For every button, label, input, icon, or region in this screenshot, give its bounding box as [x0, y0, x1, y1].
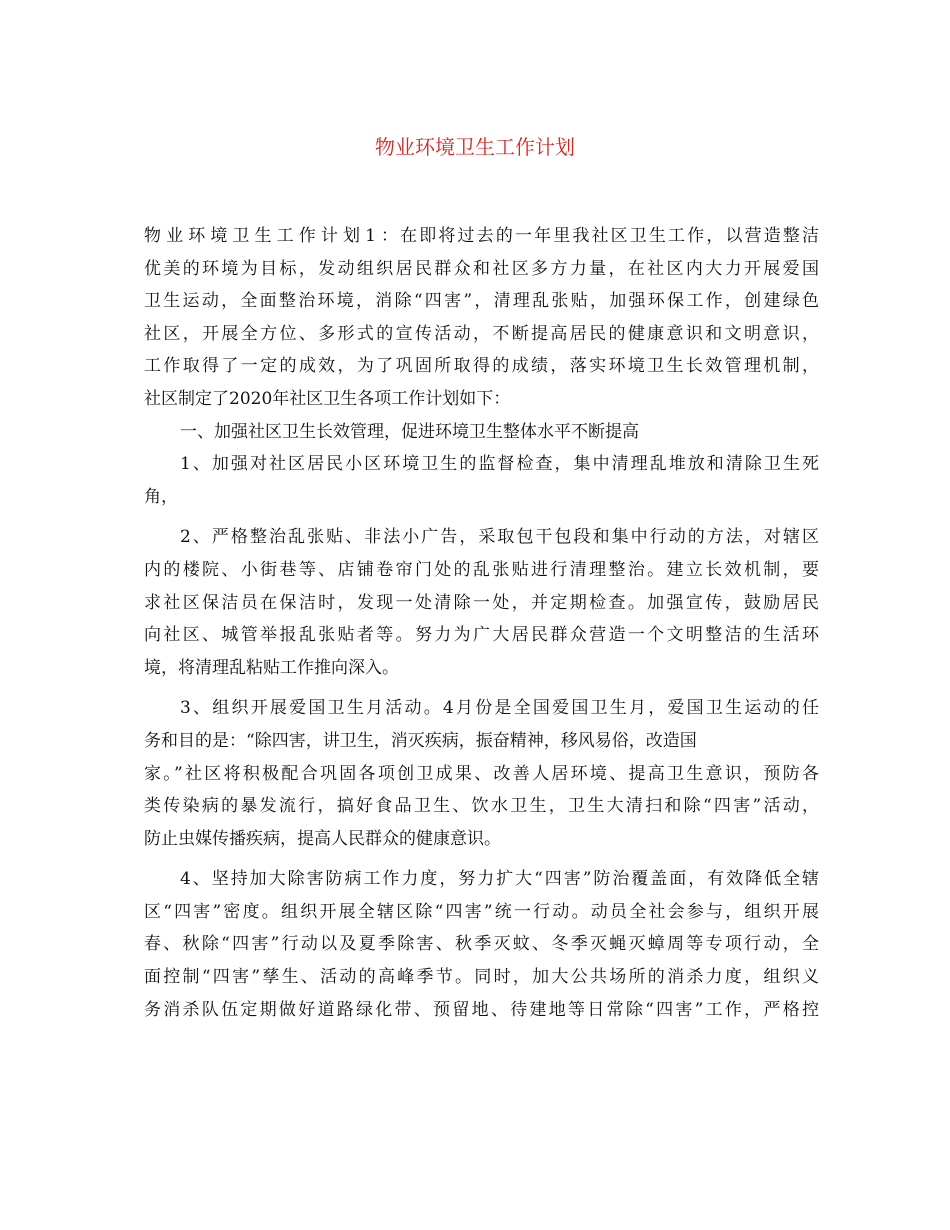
- text-line: 工作取得了一定的成效，为了巩固所取得的成绩，落实环境卫生长效管理机制，: [144, 356, 819, 377]
- document-body: [144, 220, 819, 1026]
- text-line: 向社区、城管举报乱张贴者等。努力为广大居民群众营造一个文明整洁的生活环: [144, 625, 819, 646]
- text-line: 务和目的是：“除四害，讲卫生，消灭疾病，振奋精神，移风易俗，改造国: [144, 730, 697, 751]
- text-line: 社区制定了2020年社区卫生各项工作计划如下：: [144, 388, 511, 409]
- paragraph-first-line: 2、严格整治乱张贴、非法小广告，采取包干包段和集中行动的方法，对辖区: [180, 527, 819, 548]
- section-heading: 一、加强社区卫生长效管理，促进环境卫生整体水平不断提高: [180, 421, 639, 442]
- text-line: 卫生运动，全面整治环境，消除“四害”，清理乱张贴，加强环保工作，创建绿色: [144, 291, 819, 312]
- text-line: 社区，开展全方位、多形式的宣传活动，不断提高居民的健康意识和文明意识，: [144, 323, 819, 344]
- text-line: 家。”社区将积极配合巩固各项创卫成果、改善人居环境、提高卫生意识，预防各: [144, 763, 819, 784]
- text-line: 求社区保洁员在保洁时，发现一处清除一处，并定期检查。加强宣传，鼓励居民: [144, 592, 819, 613]
- text-line: 区“四害”密度。组织开展全辖区除“四害”统一行动。动员全社会参与，组织开展: [144, 901, 819, 922]
- paragraph-first-line: 1、加强对社区居民小区环境卫生的监督检查，集中清理乱堆放和清除卫生死: [180, 454, 819, 475]
- text-line: 内的楼院、小街巷等、店铺卷帘门处的乱张贴进行清理整治。建立长效机制，要: [144, 559, 819, 580]
- text-line: 境，将清理乱粘贴工作推向深入。: [144, 657, 399, 678]
- text-line: 防止虫媒传播疾病，提高人民群众的健康意识。: [144, 828, 501, 849]
- text-line: 类传染病的暴发流行，搞好食品卫生、饮水卫生，卫生大清扫和除“四害”活动，: [144, 796, 819, 817]
- text-line: 角，: [144, 486, 178, 507]
- text-line: 面控制“四害”孳生、活动的高峰季节。同时，加大公共场所的消杀力度，组织义: [144, 967, 819, 988]
- text-line: 春、秋除“四害”行动以及夏季除害、秋季灭蚊、冬季灭蝇灭蟑周等专项行动，全: [144, 934, 819, 955]
- paragraph-first-line: 4、坚持加大除害防病工作力度，努力扩大“四害”防治覆盖面，有效降低全辖: [180, 869, 819, 890]
- intro-line: [144, 220, 819, 253]
- document-title: 物业环境卫生工作计划: [375, 135, 575, 159]
- paragraph-first-line: 3、组织开展爱国卫生月活动。4月份是全国爱国卫生月，爱国卫生运动的任: [180, 698, 819, 719]
- text-line: 优美的环境为目标，发动组织居民群众和社区多方力量，在社区内大力开展爱国: [144, 258, 819, 279]
- text-line: 在即将过去的一年里我社区卫生工作，以营造整洁: [398, 226, 819, 246]
- text-line: 务消杀队伍定期做好道路绿化带、预留地、待建地等日常除“四害”工作，严格控: [144, 999, 819, 1020]
- intro-label: 物业环境卫生工作计划1：: [144, 226, 398, 246]
